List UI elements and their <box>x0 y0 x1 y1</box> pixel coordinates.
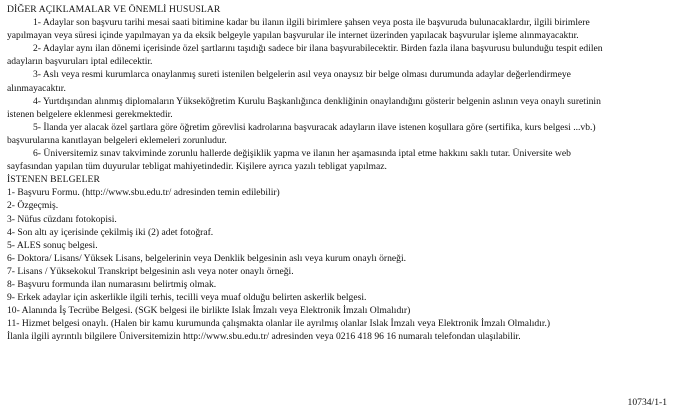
required-document-item: 9- Erkek adaylar için askerlikle ilgili terhis, tecilli veya muaf olduğu belirten askerlik belgesi. <box>7 292 367 304</box>
note-6-line-2: sayfasından yapılan tüm duyurular tebligat mahiyetindedir. Kişilere ayrıca yazılı tebligat yapılmaz. <box>7 161 387 173</box>
note-5-line-2: başvurularına kanıtlayan belgeleri eklemeleri zorunludur. <box>7 134 227 146</box>
contact-info-line: İlanla ilgili ayrıntılı bilgilere Üniversitemizin http://www.sbu.edu.tr/ adresinden veya 0216 418 96 16 numaralı telefondan ulaşılabilir. <box>7 331 521 343</box>
required-document-item: 11- Hizmet belgesi onaylı. (Halen bir kamu kurumunda çalışmakta olanlar ile ayrılmış olanlar Islak İmzalı veya Elektronik İmzalı Olmalıdır.) <box>7 318 551 330</box>
note-5-line-1: 5- İlanda yer alacak özel şartlara göre öğretim görevlisi kadrolarına başvuracak adayların ilave istenen koşullara göre (sertifika, kurs belgesi ...vb.) <box>33 121 596 133</box>
section-heading-required-documents: İSTENEN BELGELER <box>7 174 100 186</box>
note-4-line-1: 4- Yurtdışından alınmış diplomaların Yükseköğretim Kurulu Başkanlığınca denkliğinin onaylandığını gösterir belgenin aslının veya onaylı suretinin <box>33 95 601 107</box>
required-document-item: 1- Başvuru Formu. (http://www.sbu.edu.tr/ adresinden temin edilebilir) <box>7 187 280 199</box>
required-document-item: 2- Özgeçmiş. <box>7 200 59 212</box>
required-document-item: 10- Alanında İş Tecrübe Belgesi. (SGK belgesi ile birlikte Islak İmzalı veya Elektronik İmzalı Olmalıdır) <box>7 305 411 317</box>
note-4-line-2: istenen belgelere eklenmesi gerekmektedir. <box>7 108 173 120</box>
important-notes-list <box>7 16 672 173</box>
required-documents-list <box>7 186 672 343</box>
note-1-line-2: yapılmayan veya süresi içinde yapılmayan ya da eksik belgeyle yapılan başvurular ile internet üzerinden yapılacak başvurular işleme alınmayacaktır. <box>7 30 579 42</box>
note-1-line-1: 1- Adaylar son başvuru tarihi mesai saati bitimine kadar bu ilanın ilgili birimlere şahsen veya posta ile başvuruda bulunacaklardır, ilgili birimlere <box>33 17 590 29</box>
note-item-4 <box>7 95 672 121</box>
note-item-5 <box>7 121 672 147</box>
note-item-6 <box>7 147 672 173</box>
announcement-code: 10734/1-1 <box>627 396 667 408</box>
required-document-item: 5- ALES sonuç belgesi. <box>7 239 98 251</box>
required-document-item: 3- Nüfus cüzdanı fotokopisi. <box>7 213 117 225</box>
section-heading-important-notes: DİĞER AÇIKLAMALAR VE ÖNEMLİ HUSUSLAR <box>7 4 221 15</box>
note-3-line-2: alınmayacaktır. <box>7 82 66 94</box>
required-document-item: 7- Lisans / Yüksekokul Transkript belgesinin aslı veya noter onaylı örneği. <box>7 265 294 277</box>
note-item-3 <box>7 68 672 94</box>
note-2-line-1: 2- Adaylar aynı ilan dönemi içerisinde özel şartlarını taşıdığı sadece bir ilana başvurabilecektir. Birden fazla ilana başvurusu bulunduğu tespit edilen <box>33 43 603 55</box>
note-item-1 <box>7 16 672 42</box>
required-document-item: 8- Başvuru formunda ilan numarasını belirtmiş olmak. <box>7 278 217 290</box>
note-2-line-2: adayların başvuruları iptal edilecektir. <box>7 56 153 68</box>
required-document-item: 6- Doktora/ Lisans/ Yüksek Lisans, belgelerinin veya Denklik belgesinin aslı veya kurum onaylı örneği. <box>7 252 407 264</box>
note-6-line-1: 6- Üniversitemiz sınav takviminde zorunlu hallerde değişiklik yapma ve ilanın her aşamasında iptal etme hakkını saklı tutar. Üniversite web <box>33 148 571 160</box>
note-3-line-1: 3- Aslı veya resmi kurumlarca onaylanmış sureti istenilen belgelerin asıl veya onaysız bir belge olması durumunda adaylar değerlendirmeye <box>33 69 571 81</box>
note-item-2 <box>7 42 672 68</box>
required-document-item: 4- Son altı ay içerisinde çekilmiş iki (2) adet fotoğraf. <box>7 226 214 238</box>
